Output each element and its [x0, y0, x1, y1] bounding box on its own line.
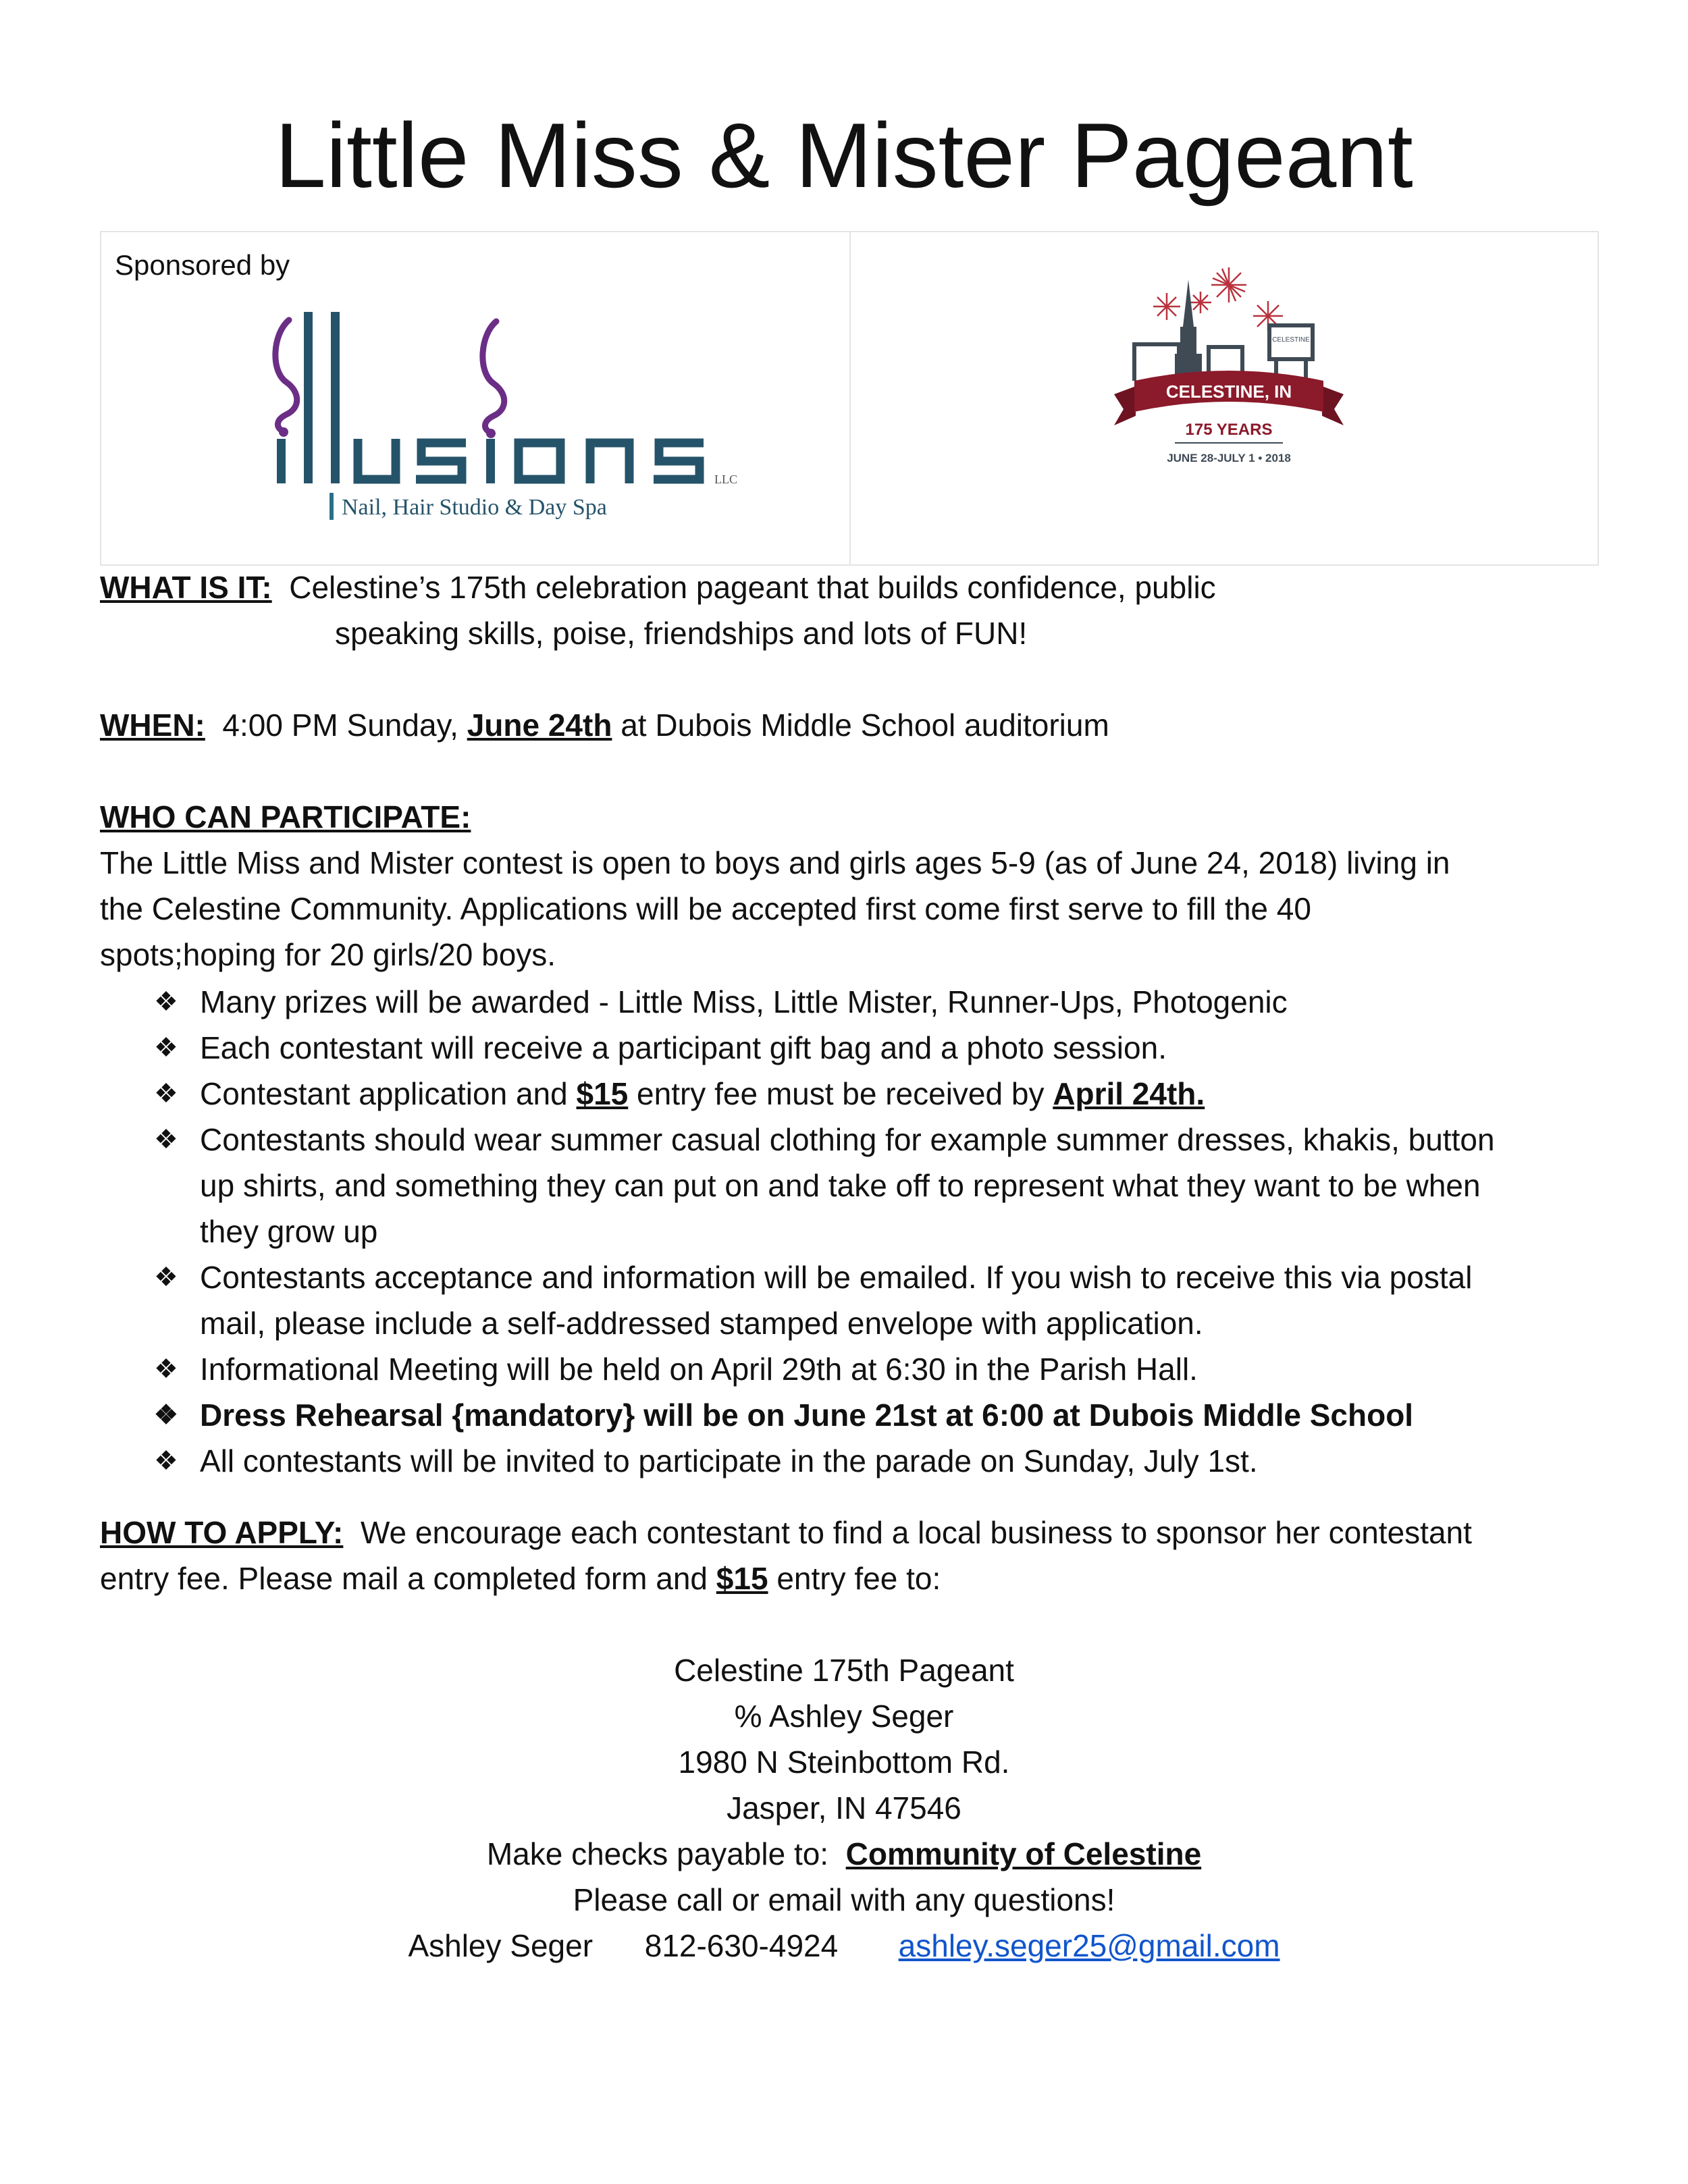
diamond-bullet-icon: ❖ [154, 987, 178, 1017]
deadline-date: April 24th. [1053, 1076, 1205, 1111]
who-label-text: WHO CAN PARTICIPATE: [100, 799, 471, 834]
what-is-it-line2: speaking skills, poise, friendships and lots of FUN! [335, 616, 1028, 651]
rules-list [100, 979, 1606, 1484]
list-item [100, 1392, 1606, 1438]
who-line3: spots;hoping for 20 girls/20 boys. [100, 937, 556, 972]
list-item [100, 1346, 1606, 1392]
bullet-text: Many prizes will be awarded - Little Miss, Little Mister, Runner-Ups, Photogenic [200, 984, 1288, 1019]
sponsor-table [100, 231, 1599, 566]
how-to-apply-label: HOW TO APPLY: [100, 1515, 344, 1550]
when-place: at Dubois Middle School auditorium [621, 708, 1109, 743]
how-line1: We encourage each contestant to find a local business to sponsor her contestant [360, 1515, 1472, 1550]
bullet-text: entry fee must be received by [637, 1076, 1045, 1111]
diamond-bullet-icon: ❖ [154, 1033, 178, 1063]
list-item [100, 1071, 1606, 1117]
address-line: Celestine 175th Pageant [674, 1653, 1014, 1688]
how-line2-text: entry fee. Please mail a completed form and [100, 1561, 708, 1596]
list-item [100, 1438, 1606, 1484]
bullet-text: Contestant application and [200, 1076, 568, 1111]
bullet-text: All contestants will be invited to participate in the parade on Sunday, July 1st. [200, 1443, 1258, 1479]
list-item [100, 1025, 1606, 1071]
svg-text:Nail, Hair Studio & Day Spa: Nail, Hair Studio & Day Spa [342, 495, 607, 520]
contact-phone: 812-630-4924 [644, 1928, 839, 1963]
sponsor-cell-right [851, 232, 1598, 564]
what-is-it-line1: Celestine’s 175th celebration pageant that builds confidence, public [289, 570, 1216, 605]
diamond-bullet-icon: ❖ [154, 1400, 178, 1430]
questions-line: Please call or email with any questions! [573, 1882, 1115, 1917]
sponsored-by-label: Sponsored by [115, 249, 290, 281]
illusions-logo [263, 307, 817, 523]
who-label [100, 794, 1599, 840]
bullet-text: they grow up [200, 1214, 378, 1249]
how-line2-text: entry fee to: [776, 1561, 941, 1596]
celestine-175-logo [1107, 259, 1350, 482]
how-to-apply-section [100, 1510, 1599, 1555]
what-is-it-section [100, 564, 1599, 610]
bullet-text: up shirts, and something they can put on and take off to represent what they want to be when [200, 1168, 1481, 1203]
svg-text:CELESTINE, IN: CELESTINE, IN [1165, 381, 1292, 402]
sponsor-cell-left [101, 232, 851, 564]
diamond-bullet-icon: ❖ [154, 1079, 178, 1109]
list-item [100, 979, 1606, 1025]
bullet-text: Dress Rehearsal {mandatory} will be on June 21st at 6:00 at Dubois Middle School [200, 1397, 1414, 1433]
bullet-text: Each contestant will receive a participant gift bag and a photo session. [200, 1030, 1167, 1065]
diamond-bullet-icon: ❖ [154, 1262, 178, 1292]
address-line: % Ashley Seger [734, 1699, 954, 1734]
bullet-text: Contestants should wear summer casual clothing for example summer dresses, khakis, button [200, 1122, 1495, 1157]
entry-fee: $15 [576, 1076, 629, 1111]
who-line2: the Celestine Community. Applications will be accepted first come first serve to fill the 40 [100, 891, 1311, 926]
svg-text:JUNE 28-JULY 1 • 2018: JUNE 28-JULY 1 • 2018 [1167, 452, 1291, 464]
bullet-text: mail, please include a self-addressed stamped envelope with application. [200, 1306, 1203, 1341]
mailing-address [0, 1647, 1688, 1923]
when-time: 4:00 PM Sunday, [222, 708, 458, 743]
list-item [100, 1117, 1606, 1254]
when-label: WHEN: [100, 708, 205, 743]
diamond-bullet-icon: ❖ [154, 1354, 178, 1384]
bullet-text: Informational Meeting will be held on April 29th at 6:30 in the Parish Hall. [200, 1352, 1198, 1387]
checks-label: Make checks payable to: [486, 1836, 829, 1871]
contact-line [0, 1923, 1688, 1969]
what-is-it-label: WHAT IS IT: [100, 570, 272, 605]
page-title: Little Miss & Mister Pageant [275, 104, 1413, 207]
address-line: 1980 N Steinbottom Rd. [678, 1744, 1010, 1780]
entry-fee: $15 [716, 1561, 768, 1596]
contact-name: Ashley Seger [408, 1928, 594, 1963]
svg-text:CELESTINE: CELESTINE [1272, 336, 1310, 344]
svg-text:175 YEARS: 175 YEARS [1185, 421, 1273, 439]
when-date: June 24th [467, 708, 612, 743]
checks-payee: Community of Celestine [845, 1836, 1202, 1871]
diamond-bullet-icon: ❖ [154, 1446, 178, 1476]
how-line2 [100, 1555, 1599, 1601]
contact-email-link[interactable]: ashley.seger25@gmail.com [898, 1928, 1280, 1963]
list-item [100, 1254, 1606, 1346]
bullet-text: Contestants acceptance and information will be emailed. If you wish to receive this via postal [200, 1260, 1473, 1295]
checks-payable-line [0, 1831, 1688, 1877]
diamond-bullet-icon: ❖ [154, 1125, 178, 1154]
who-line1: The Little Miss and Mister contest is open to boys and girls ages 5-9 (as of June 24, 2018) living in [100, 845, 1450, 880]
when-section [100, 702, 1599, 748]
svg-text:LLC: LLC [714, 473, 737, 486]
address-line: Jasper, IN 47546 [727, 1790, 961, 1826]
